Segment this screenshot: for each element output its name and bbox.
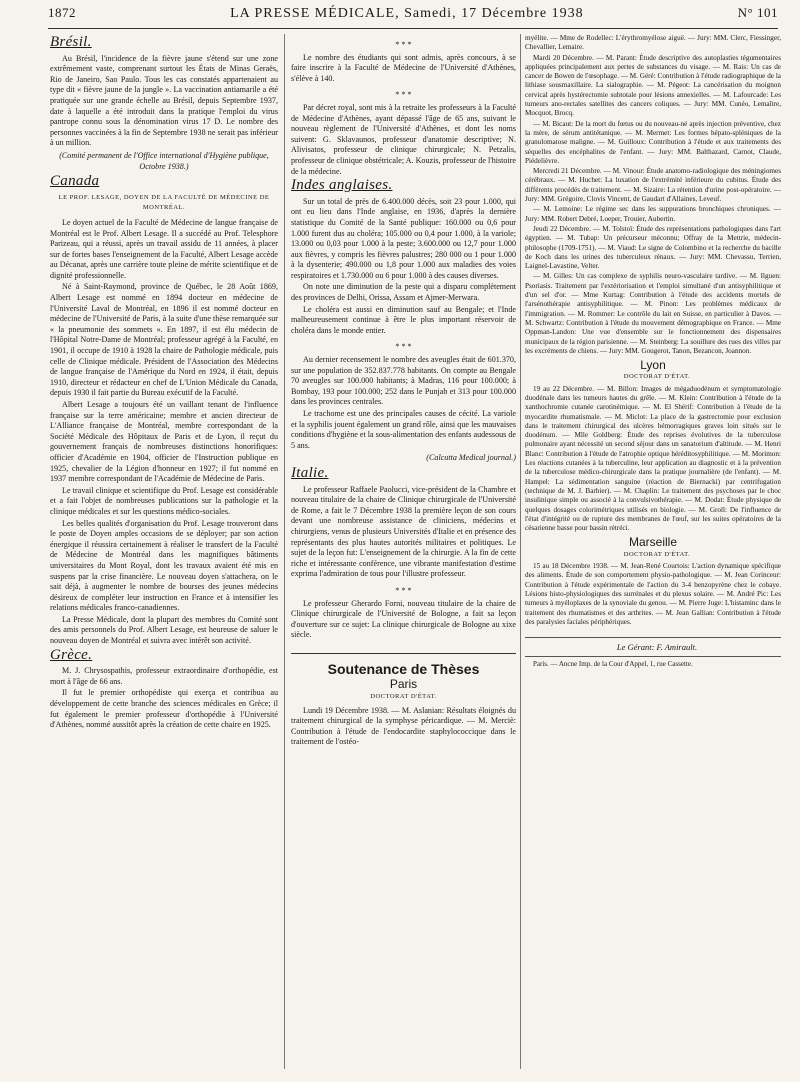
paragraph: Jeudi 22 Décembre. — M. Tolstoï: Étude des représentations pathologiques dans l'art égyptien. — M. Tubap: Un précurseur méconnu; Offray de la Mettrie, médecin-philosophe (1709-1751). — M. Viaud: Le signe de Colombino et la recherche du bacille de Koch dans les urines des tuberculeux rénaux. — Jury: MM. Chevassu, Terrien, Laignel-Lavastine, Velter. — [525, 224, 781, 271]
paragraph: Le travail clinique et scientifique du Prof. Lesage est considérable et a fait l'objet de nombreuses publications sur la pathologie et la clinique médicales et sur les questions médico-sociales. — [50, 485, 278, 516]
city-heading-marseille: Marseille — [628, 535, 677, 550]
paragraph: — M. Gilles: Un cas complexe de syphilis neuro-vasculaire tardive. — M. Ilguen: Psoriasis. Traitement par l'extériorisation et l'emploi simultané d'un antisyphilitique et d'un sel d'or. — Mme Kurtag: Contribution à l'étude des accidents mortels de l'arsénothérapie antisyphilitique. — M. Pinon: Les problèmes médicaux de l'immigration. — M. Rommer: Le contrôle du lait en Suisse, en particulier à Davos. — M. Schwartz: Contribution à l'étude du mouvement démographique en France. — Mme Oppman-Landon: Une vue d'ensemble sur le fonctionnement des dispensaires municipaux de la région parisienne. — M. Steinberg: La souillure des rues des villes par les excréments de chiens. — Jury: MM. Gougerot, Tanon, Bezancon, Joannon. — [525, 272, 781, 355]
paragraph: Sur un total de près de 6.400.000 décès, soit 23 pour 1.000, qui ont eu lieu dans l'Inde anglaise, en 1936, d'après la dernière statistique du Comité de la Santé publique: 160.000 ou 0,6 pour 1.000 furent dus au choléra; 105.000 ou 0,4 pour 1.000, à la variole; 13.000 ou 0,03 pour 1.000 à la peste; 3.600.000 ou 12,7 pour 1.000 aux fièvres, y compris les fièvres palustres; 280 000 ou 1 pour 1.000 à la dysenterie; 490.000 ou 1,8 pour 1.000 aux maladies des voies respiratoires et 1.730.000 ou 6 pour 1.000 à des causes diverses. — [291, 196, 516, 280]
paragraph: myélite. — Mme de Rodellec: L'érythromyélose aiguë. — Jury: MM. Clerc, Fiessinger, Chevallier, Lemaire. — [525, 34, 781, 52]
section-title-canada: Canada — [50, 173, 100, 190]
page-header — [48, 5, 778, 27]
column-3 — [525, 34, 781, 1074]
paragraph: 19 au 22 Décembre. — M. Billon: Images de mégaduodénum et symptomatologie duodénale dans les tumeurs hautes du grêle. — M. Klein: Contribution à l'étude de la xanthochromie cutanée carotinémique. — M. El Shérif: Contribution à l'étude de la myocardite rhumatismale. — M. Miclot: La place de la gastrectomie pour exclusion dans le traitement chirurgical des ulcères hémorragiques graves loin situés sur le duodénum. — Mlle Goldberg: Étude des reprises évolutives de la tuberculose pulmonaire ayant nécessité un second séjour dans un sanatorium d'altitude. — M. Henri Blanc: Contribution à l'étude de l'atrophie optique héréditosyphilitique. — M. Morimon: Les réactions cutanées à la tuberculine, leur application au diagnostic et à la prévention de la tuberculose médico-chirurgicale dans la pratique journalière (de l'enfant). — M. Hampel: La sédimentation sanguine (réaction de Biernacki) par centrifugation (technique de M. J. Barbier). — M. Chaplin: Le traitement des psychoses par le choc insulinique simple ou associé à la convulsivothérapie. — M. Dodat: Étude physique de quelques dosages colorimétriques utilisés en biologie. — M. Groll: De l'influence de l'état d'intégrité ou de rupture des membranes de l'œuf, sur les suites opératoires de la césarienne basse pour bassin rétréci. — [525, 384, 781, 533]
paragraph: Il fut le premier orthopédiste qui exerça et contribua au développement de cette branche des sciences médicales en Grèce; il fut également le premier professeur d'orthopédie à l'Université d'Athènes, nommé aussitôt après la création de cette chaire en 1925. — [50, 688, 278, 730]
subheading: LE PROF. LESAGE, DOYEN DE LA FACULTÉ DE MÉDECINE DE MONTRÉAL. — [58, 193, 270, 212]
paragraph: Les belles qualités d'organisation du Prof. Lesage trouveront dans le poste de Doyen amples occasions de se déployer; par son action énergique il réussira certainement à réaliser le transfert de la Faculté de Médecine de Montréal dans les magnifiques bâtiments universitaires du Mont Royal, dont les travaux avaient été mis en suspens par la crise financière. Le nouveau doyen s'attachera, on le sait déjà, à augmenter le nombre de bourses des jeunes médecins désireux de compléter leur instruction en France et à intensifier les relations médicales franco-canadiennes. — [50, 518, 278, 613]
paragraph: Le choléra est aussi en diminution sauf au Bengale; et l'Inde malheureusement continue à être le plus important réservoir de choléra dans le monde entier. — [291, 304, 516, 335]
separator-stars: * * * — [395, 90, 412, 100]
column-separator — [284, 34, 285, 1069]
paragraph: Par décret royal, sont mis à la retraite les professeurs à la Faculté de Médecine d'Athènes, ayant dépassé l'âge de 65 ans, suivant le nouveau règlement de l'Université d'Athènes, et dont les noms suivent: G. Sklavaunos, professeur d'anatomie descriptive; N. Alivisatos, professeur de clinique chirurgicale; N. Petzalis, professeur de clinique obstétricale; A. Kouzis, professeur de l'histoire de la médecine. — [291, 102, 516, 176]
paragraph: Lundi 19 Décembre 1938. — M. Aslanian: Résultats éloignés du traitement chirurgical de la symphyse péricardique. — M. Merciè: Contribution à l'étude de l'endocardite staphylococcique dans le traitement de l'ostéo- — [291, 705, 516, 747]
source-citation: (Comité permanent de l'Office international d'Hygiène publique, Octobre 1938.) — [59, 150, 269, 171]
paragraph: Au Brésil, l'incidence de la fièvre jaune s'étend sur une zone extrêmement vaste, comprenant surtout les États de Minas Geraës, Rio de Janeiro, Sao Paulo. Tous les cas constatés appartenaient au type dit « fièvre jaune de la jungle ». La vaccination antiamarile a été pratiquée sur une grande échelle au Brésil, depuis Septembre 1937, date à laquelle a été introduit dans la pratique l'emploi du virus pantrope connu sous la dénomination virus 17 D. Le nombre des personnes vaccinées à la fin de Septembre 1938 ne serait pas inférieur à un million. — [50, 53, 278, 148]
city-heading-lyon: Lyon — [640, 358, 666, 373]
source-citation: (Calcutta Medical journal.) — [426, 453, 516, 463]
section-title-indes: Indes anglaises. — [291, 177, 393, 194]
column-1 — [50, 34, 278, 1074]
paragraph: Le professeur Raffaele Paolucci, vice-président de la Chambre et nouveau titulaire de la chaire de Clinique chirurgicale de l'Université de Rome, a fait le 7 Décembre 1938 la première leçon de son cours devant une nombreuse assistance de cliniciens, médecins et chirurgiens, venus de plusieurs Universités d'Italie et en présence des représentants des plus hautes autorités militaires et politiques. Le sujet de la leçon fut: L'enseignement de la chirurgie. A la fin de cette riche et intéressante conférence, une vibrante manifestation d'estime exprima l'admiration de tous pour l'illustre professeur. — [291, 484, 516, 579]
paragraph: — M. Bicaut: De la mort du fœtus ou du nouveau-né après injection préventive, chez la mère, de sérum antitétanique. — M. Mermet: Les formes hépato-spléniques de la granulomatose maligne. — M. Guilloux: Contribution à l'étude et aux traitements des séquelles des encéphalites de l'enfant. — Jury: MM. Balthazard, Carnot, Claude, Piédelièvre. — [525, 119, 781, 165]
paragraph: Le professeur Gherardo Forni, nouveau titulaire de la chaire de Clinique chirurgicale de l'Université de Bologne, a fait sa leçon d'ouverture sur ce sujet: La clinique chirurgicale de Bologne au xixe siècle. — [291, 598, 516, 640]
paragraph: Le nombre des étudiants qui sont admis, après concours, à se faire inscrire à la Faculté de Médecine de l'Université d'Athènes, s'élève à 140. — [291, 52, 516, 83]
separator-stars: * * * — [395, 40, 412, 49]
paragraph: La Presse Médicale, dont la plupart des membres du Comité sont des amis personnels du Prof. Albert Lesage, est heureuse de saluer le nouveau doyen de Montréal et suivra avec intérêt son activité. — [50, 614, 278, 646]
section-title-theses: Soutenance de Thèses — [291, 653, 516, 675]
grade-label: DOCTORAT D'ÉTAT. — [623, 373, 691, 381]
paragraph: Au dernier recensement le nombre des aveugles était de 601.370, sur une population de 352.837.778 habitants. On compte au Bengale 70 aveugles sur 100.000 habitants; à Madras, 116 pour 100.000; à Bombay, 193 pour 100.000; 252 dans le Punjab et 313 pour 100.000 dans les provinces centrales. — [291, 355, 516, 407]
paragraph: Le trachome est une des principales causes de cécité. La variole et la syphilis jouent également un grand rôle, ainsi que les mauvaises conditions d'hygiène et la sous-alimentation des enfants audessous de 5 ans. — [291, 409, 516, 450]
page-number: 1872 — [48, 5, 76, 20]
column-2 — [291, 34, 516, 1074]
section-title-grece: Grèce. — [50, 646, 93, 663]
gerant-signature: Le Gérant: F. Amirault. — [525, 637, 781, 652]
paragraph: Né à Saint-Raymond, province de Québec, le 28 Août 1869, Albert Lesage est nommé en 1894 docteur en médecine de l'Université Laval de Montréal, en 1896 il est nommé docteur en médecine de l'Université de Paris, à la suite d'une thèse remarquée sur « la pneumonie des sommets ». En 1897, il est élu médecin de l'Hôpital Notre-Dame de Montréal; professeur agrégé à la Faculté, en 1901, il occupe de 1910 à 1928 la chaire de Pathologie médicale, puis celle de Clinique médicale. Président de l'Association des Médecins de langue française de l'Amérique du Nord en 1924, il était, depuis 1910, directeur et rédacteur en chef de L'Union Médicale du Canada, depuis 1930 il fait partie du Bureau exécutif de la Faculté. — [50, 282, 278, 398]
separator-stars: * * * — [395, 585, 412, 595]
paragraph: Le doyen actuel de la Faculté de Médecine de langue française de Montréal est le Prof. Albert Lesage. Il a succédé au Prof. Telesphore Parizeau, qui a réussi, après un travail assidu de 11 années, à placer sur de fortes bases l'enseignement de la Faculté, Albert Lesage accède au Décanat, après une carrière toute pleine de mérite scientifique et de dignité professionnelle. — [50, 217, 278, 280]
paragraph: Albert Lesage a toujours été un vaillant tenant de l'influence française sur la terre américaine; membre et ancien directeur de L'Alliance française de Montréal, membre correspondant de la Société Médicale des Hôpitaux de Paris et de Lyon, il reçut du gouvernement français de nombreuses distinctions honorifiques: officier d'Académie en 1904, officier de l'Instruction publique en 1925, chevalier de la Légion d'honneur en 1927; il fut nommé en 1937 membre correspondant de l'Académie de Médecine de Paris. — [50, 400, 278, 484]
separator-stars: * * * — [395, 342, 412, 352]
issue-number: N° 101 — [737, 5, 778, 20]
publication-title: LA PRESSE MÉDICALE, Samedi, 17 Décembre 1938 — [230, 6, 584, 21]
grade-label: DOCTORAT D'ÉTAT. — [370, 693, 437, 701]
paragraph: — M. Lemoine: Le régime sec dans les suppurations bronchiques chroniques. — Jury: MM. Robert Debré, Loeper, Trouier, Aubertin. — [525, 205, 781, 223]
grade-label: DOCTORAT D'ÉTAT. — [623, 550, 691, 558]
paragraph: 15 au 18 Décembre 1938. — M. Jean-René Courtois: L'action dynamique spécifique des aliments. Étude de son comportement physio-pathologique. — M. Jean Corinceur: Contribution à l'étude expérimentale de l'action du 3-4 benzopyrène chez le cobaye. Lésions histo-physiologiques des surrénales et du plexus solaire. — M. André Pic: Les tumeurs à myéloplaxes de la synoviale du genou. — M. Pierre Juge: L'histaminc dans le traitement des rhumatismes et des arthrites. — M. Jean Gallian: Contribution à l'étude des paralysies faciales périphériques. — [525, 562, 781, 626]
paragraph: Mercredi 21 Décembre. — M. Vinour: Étude anatomo-radiologique des méningiomes cérébraux. — M. Huchet: La luxation de l'extrémité inférieure du cubitus. Étude des différents procédés de traitement. — M. Sizaire: La rétention d'urine post-opératoire. — Jury: MM. Grégoire, Clovis Vincent, de Gaudart d'Allaines, Leveuf. — [525, 167, 781, 204]
printer-imprint: Paris. — Ancne Imp. de la Cour d'Appel, 1, rue Cassette. — [525, 656, 781, 669]
column-separator — [520, 34, 521, 1069]
section-title-bresil: Brésil. — [50, 34, 92, 50]
paragraph: On note une diminution de la peste qui a disparu complètement des provinces de Delhi, Orissa, Assam et Ajmer-Merwara. — [291, 282, 516, 303]
paragraph: M. J. Chrysospathis, professeur extraordinaire d'orthopédie, est mort à l'âge de 66 ans. — [50, 666, 278, 686]
city-heading-paris: Paris — [389, 677, 418, 692]
header-rule — [48, 28, 778, 29]
paragraph: Mardi 20 Décembre. — M. Parant: Étude descriptive des autoplasties tégumentaires appliquées principalement aux pertes de substances du visage. — M. Rais: Un cas de cancer de Bowen de l'œsophage. — M. Géré: Contribution à l'étude radiographique de la lithiase sousmaxillaire. La sialographie. — M. Pégeot: La cancérisation du moignon cervical après hystérectomie subtotale pour lésions annexielles. — M. Lafourcade: Les tumeurs ano-rectales satellites des cancers coliques. — Jury: MM. Cunéo, Lemaître, Mocquot, Brocq. — [525, 53, 781, 118]
section-title-italie: Italie. — [291, 464, 329, 481]
